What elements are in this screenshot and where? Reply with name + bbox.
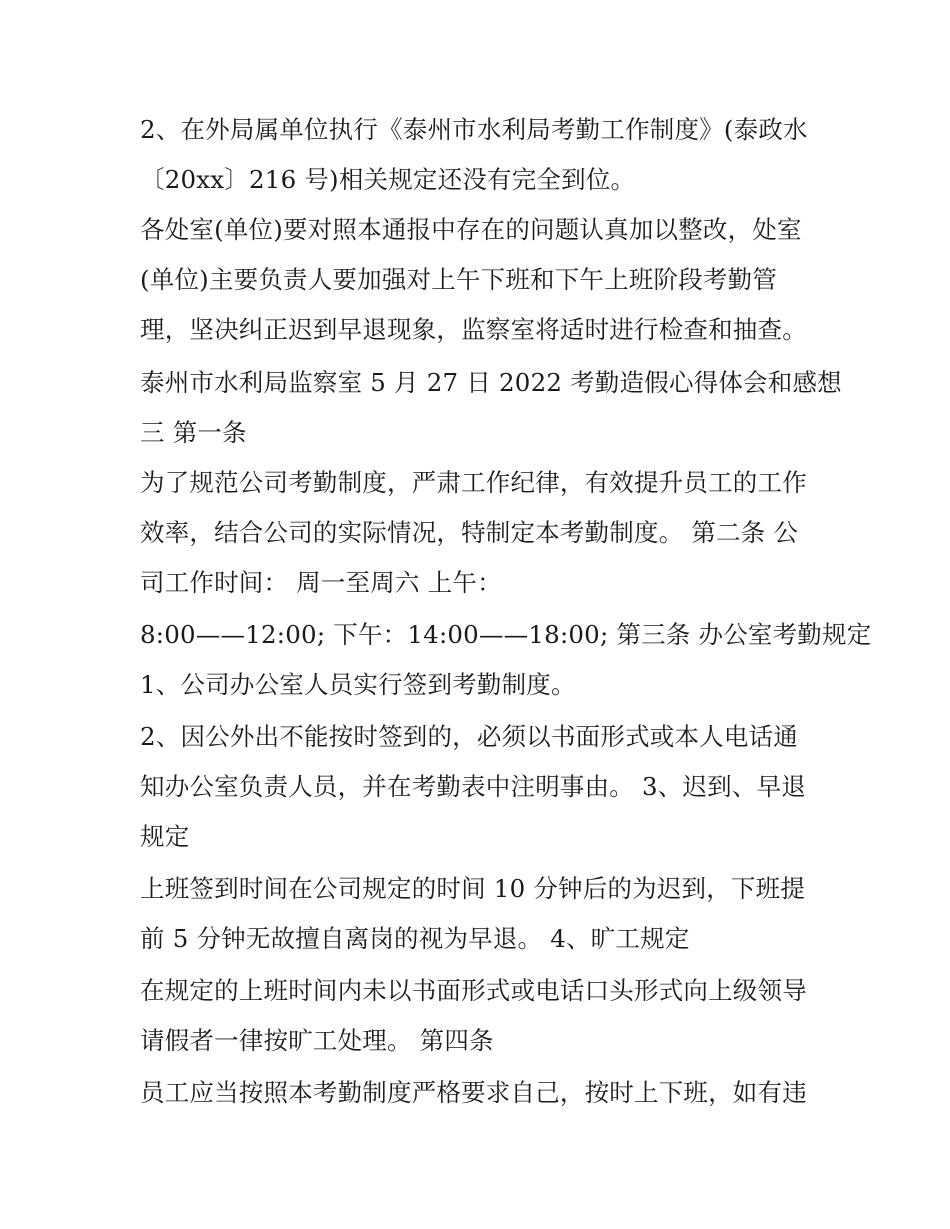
text-line: (单位)主要负责人要加强对上午下班和下午上班阶段考勤管 [140,265,778,294]
text-line: 司工作时间： 周一至周六 上午： [140,568,502,597]
text-line: 2、在外局属单位执行《泰州市水利局考勤工作制度》(泰政水 [140,115,808,144]
text-line: 各处室(单位)要对照本通报中存在的问题认真加以整改，处室 [140,215,802,244]
text-line: 理，坚决纠正迟到早退现象，监察室将适时进行检查和抽查。 [140,315,807,344]
text-line: 在规定的上班时间内未以书面形式或电话口头形式向上级领导 [140,976,807,1005]
text-line: 效率，结合公司的实际情况，特制定本考勤制度。 第二条 公 [140,518,799,547]
text-line: 员工应当按照本考勤制度严格要求自己，按时上下班，如有违 [140,1078,807,1107]
text-line: 〔20xx〕216 号)相关规定还没有完全到位。 [140,165,636,194]
text-line: 请假者一律按旷工处理。 第四条 [140,1026,494,1055]
text-line: 泰州市水利局监察室 5 月 27 日 2022 考勤造假心得体会和感想 [140,368,842,397]
text-line: 三 第一条 [140,418,247,447]
text-line: 8:00——12:00; 下午：14:00——18:00; 第三条 办公室考勤规定 [140,620,872,649]
text-line: 1、公司办公室人员实行签到考勤制度。 [140,670,576,699]
text-line: 上班签到时间在公司规定的时间 10 分钟后的为迟到，下班提 [140,874,806,903]
text-line: 知办公室负责人员，并在考勤表中注明事由。 3、迟到、早退 [140,772,806,801]
text-line: 2、因公外出不能按时签到的，必须以书面形式或本人电话通 [140,722,798,751]
text-line: 规定 [140,822,190,851]
text-line: 为了规范公司考勤制度，严肃工作纪律，有效提升员工的工作 [140,468,807,497]
text-line: 前 5 分钟无故擅自离岗的视为早退。 4、旷工规定 [140,924,690,953]
